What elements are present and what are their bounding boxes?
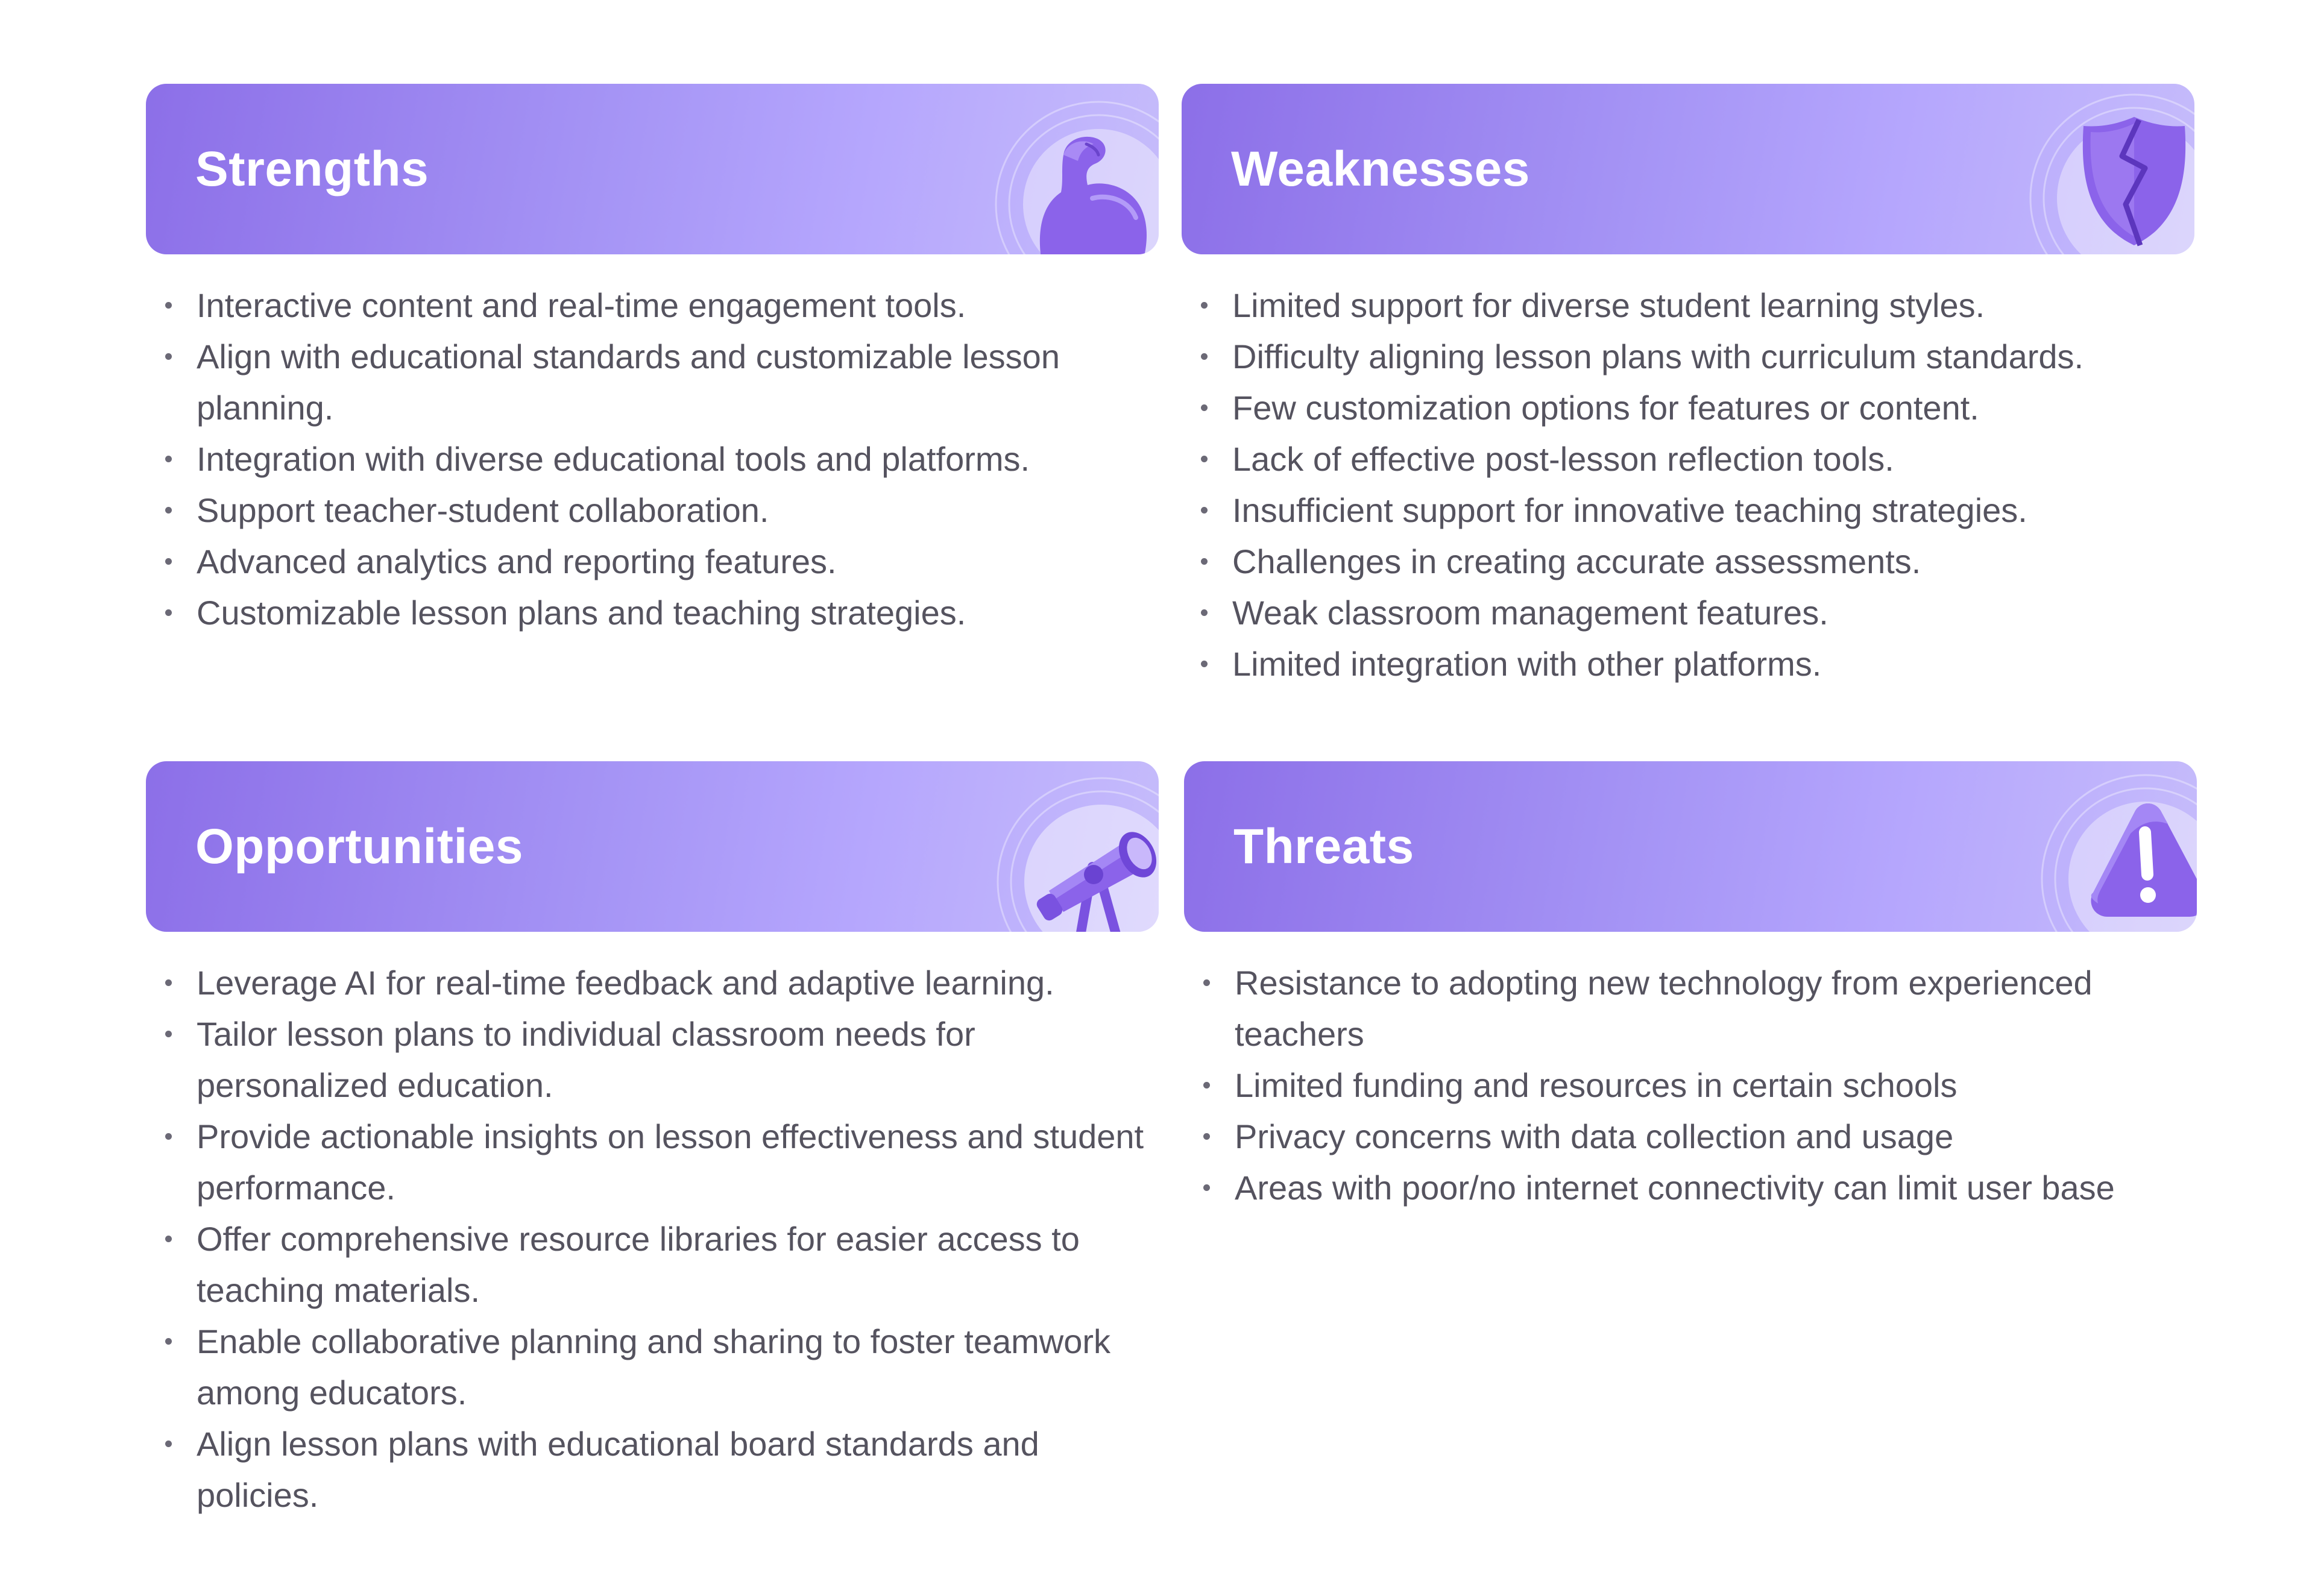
strengths-quadrant [146,84,1159,638]
list-item: Lack of effective post-lesson reflection tools. [1182,433,2194,485]
list-item: Leverage AI for real-time feedback and adaptive learning. [146,957,1159,1008]
list-item: Support teacher-student collaboration. [146,485,1159,536]
strengths-title: Strengths [195,142,429,196]
strengths-art [906,84,1159,254]
weaknesses-art [1941,84,2194,254]
list-item: Limited funding and resources in certain schools [1184,1060,2197,1111]
list-item: Limited support for diverse student learning styles. [1182,280,2194,331]
weaknesses-title: Weaknesses [1231,142,1530,196]
list-item: Offer comprehensive resource libraries for easier access to teaching materials. [146,1213,1159,1316]
list-item: Weak classroom management features. [1182,587,2194,638]
list-item: Integration with diverse educational tools and platforms. [146,433,1159,485]
strengths-header [146,84,1159,254]
list-item: Customizable lesson plans and teaching strategies. [146,587,1159,638]
list-item: Limited integration with other platforms. [1182,638,2194,690]
list-item: Privacy concerns with data collection and usage [1184,1111,2197,1162]
list-item: Provide actionable insights on lesson effectiveness and student performance. [146,1111,1159,1213]
threats-list [1184,957,2197,1213]
threats-title: Threats [1233,819,1414,874]
threats-header [1184,761,2197,932]
weaknesses-header [1182,84,2194,254]
opportunities-list [146,957,1159,1521]
list-item: Few customization options for features or content. [1182,382,2194,433]
list-item: Challenges in creating accurate assessments. [1182,536,2194,587]
list-item: Difficulty aligning lesson plans with curriculum standards. [1182,331,2194,382]
threats-art [1944,761,2197,932]
list-item: Tailor lesson plans to individual classroom needs for personalized education. [146,1008,1159,1111]
threats-quadrant [1184,761,2197,1213]
opportunities-art [906,761,1159,932]
weaknesses-quadrant [1182,84,2194,690]
opportunities-title: Opportunities [195,819,524,874]
opportunities-header [146,761,1159,932]
list-item: Areas with poor/no internet connectivity can limit user base [1184,1162,2197,1213]
list-item: Resistance to adopting new technology from experienced teachers [1184,957,2197,1060]
list-item: Align lesson plans with educational board standards and policies. [146,1418,1159,1521]
list-item: Enable collaborative planning and sharing to foster teamwork among educators. [146,1316,1159,1418]
weaknesses-list [1182,280,2194,690]
list-item: Insufficient support for innovative teaching strategies. [1182,485,2194,536]
list-item: Interactive content and real-time engagement tools. [146,280,1159,331]
strengths-list [146,280,1159,638]
list-item: Align with educational standards and customizable lesson planning. [146,331,1159,433]
list-item: Advanced analytics and reporting features. [146,536,1159,587]
opportunities-quadrant [146,761,1159,1521]
